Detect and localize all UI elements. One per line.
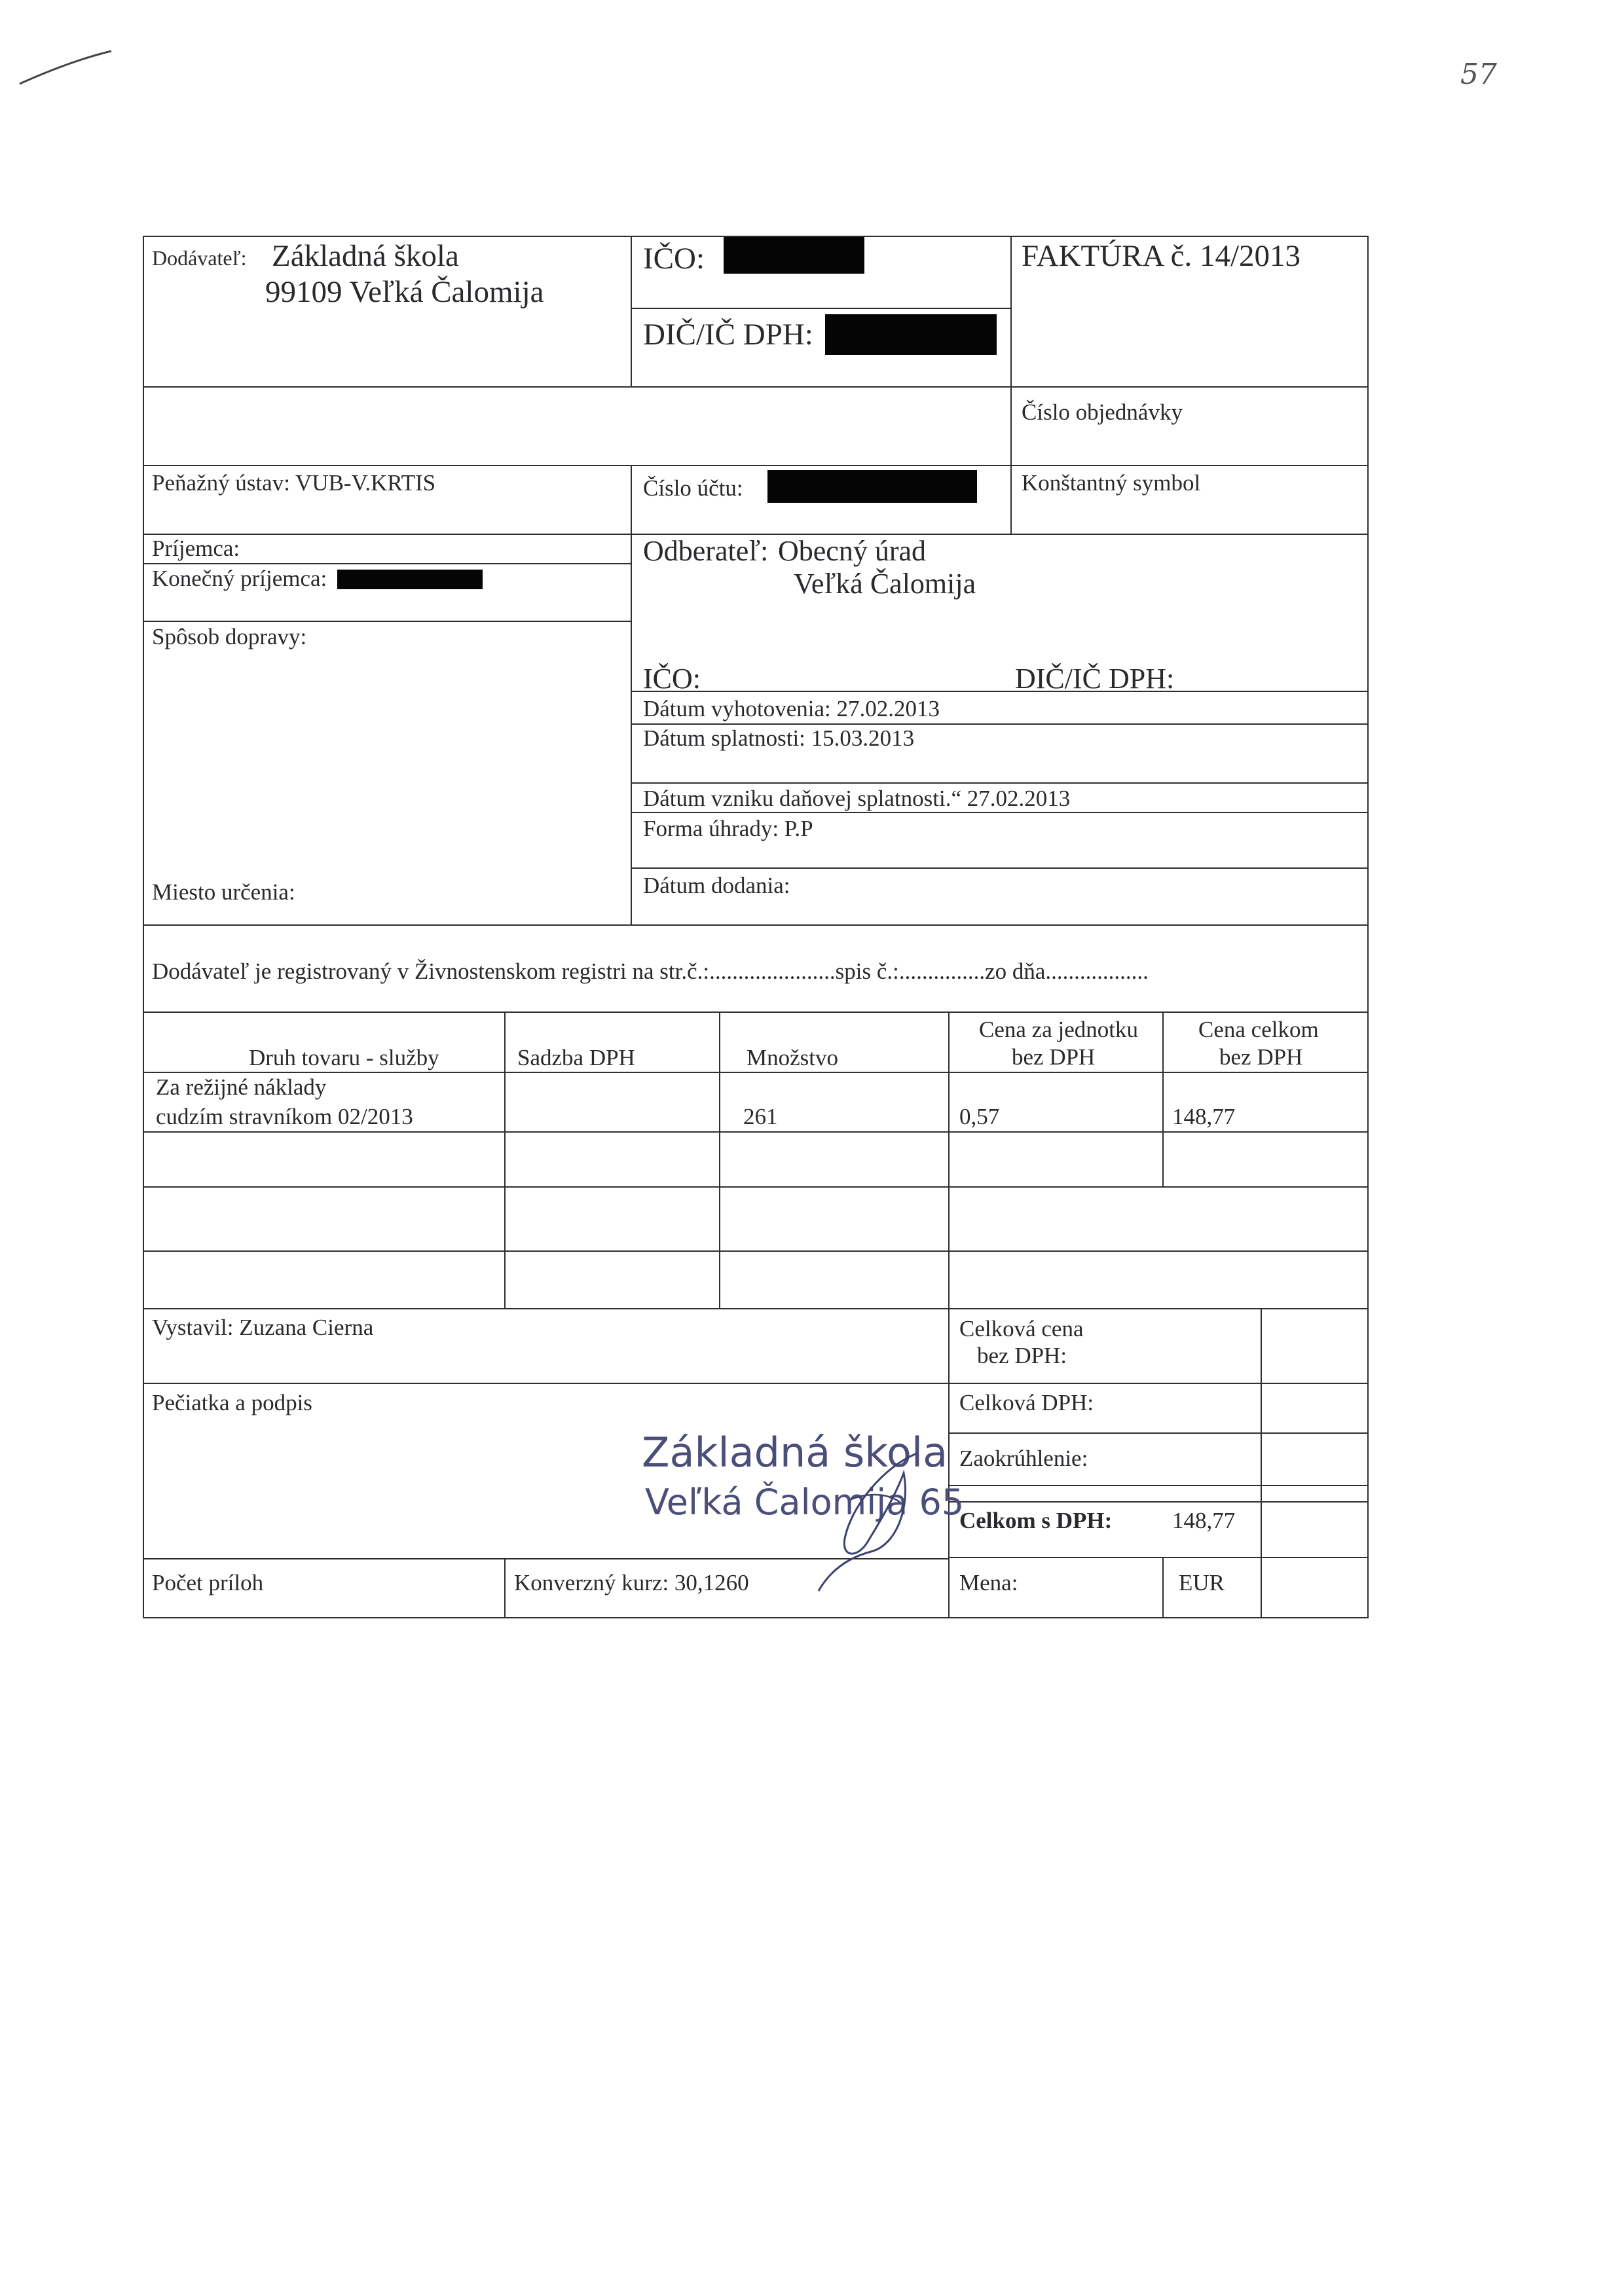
total-without-vat-line2: bez DPH: (977, 1343, 1067, 1368)
header-item: Druh tovaru - služby (249, 1045, 439, 1070)
header-total-1: Cena celkom (1198, 1017, 1319, 1042)
header-total-2: bez DPH (1219, 1044, 1303, 1070)
redacted-dic (825, 314, 997, 355)
row-total: 148,77 (1172, 1104, 1236, 1129)
redacted-final-recipient (337, 570, 483, 589)
register-text: Dodávateľ je registrovaný v Živnostenskom registri na str.č.:......................spis č.:...............zo dňa.................. (152, 958, 1149, 984)
supplier-label: Dodávateľ: (152, 246, 247, 270)
currency-value: EUR (1179, 1570, 1225, 1595)
stamp-line1: Základná škola (642, 1429, 948, 1476)
redacted-ico (724, 237, 864, 274)
ico-label: IČO: (643, 242, 705, 276)
customer-name: Obecný úrad (778, 535, 927, 567)
currency-label: Mena: (959, 1570, 1018, 1595)
invoice-title: FAKTÚRA č. 14/2013 (1022, 239, 1301, 273)
destination-label: Miesto určenia: (152, 879, 295, 905)
row-item-line1: Za režijné náklady (156, 1074, 327, 1100)
rounding-label: Zaokrúhlenie: (959, 1446, 1088, 1471)
total-vat-label: Celková DPH: (959, 1390, 1094, 1415)
issue-date: Dátum vyhotovenia: 27.02.2013 (643, 696, 940, 721)
header-quantity: Množstvo (747, 1045, 838, 1070)
delivery-date-label: Dátum dodania: (643, 873, 790, 898)
total-without-vat-line1: Celková cena (959, 1316, 1084, 1341)
stamp-line2: Veľká Čalomija 65 (645, 1482, 965, 1523)
transport-label: Spôsob dopravy: (152, 624, 307, 649)
signature (753, 1427, 963, 1604)
customer-place: Veľká Čalomija (794, 568, 976, 600)
issued-by: Vystavil: Zuzana Cierna (152, 1315, 374, 1340)
constant-symbol-label: Konštantný symbol (1022, 470, 1201, 496)
header-vat-rate: Sadzba DPH (517, 1045, 635, 1070)
tax-date: Dátum vzniku daňovej splatnosti.“ 27.02.2013 (643, 786, 1071, 811)
redacted-account (767, 470, 977, 503)
grand-total-value: 148,77 (1172, 1508, 1236, 1533)
customer-label: Odberateľ: (643, 535, 769, 567)
scan-mark (13, 39, 118, 92)
payment-form: Forma úhrady: P.P (643, 816, 813, 841)
account-label: Číslo účtu: (643, 475, 743, 501)
grand-total-label: Celkom s DPH: (959, 1508, 1113, 1533)
order-number-label: Číslo objednávky (1022, 399, 1183, 425)
recipient-label: Príjemca: (152, 536, 240, 561)
row-unit-price: 0,57 (959, 1104, 1000, 1129)
stamp-signature-label: Pečiatka a podpis (152, 1390, 312, 1415)
row-item-line2: cudzím stravníkom 02/2013 (156, 1104, 413, 1129)
bank-label: Peňažný ústav: VUB-V.KRTIS (152, 470, 436, 496)
due-date: Dátum splatnosti: 15.03.2013 (643, 725, 915, 751)
supplier-address: 99109 Veľká Čalomija (265, 275, 544, 309)
customer-dic-label: DIČ/IČ DPH: (1015, 663, 1175, 695)
supplier-name: Základná škola (272, 239, 459, 273)
exchange-rate: Konverzný kurz: 30,1260 (514, 1570, 749, 1595)
attachments-label: Počet príloh (152, 1570, 264, 1595)
row-quantity: 261 (743, 1104, 778, 1129)
header-unit-price-2: bez DPH (1012, 1044, 1096, 1070)
customer-ico-label: IČO: (643, 663, 701, 695)
page-number: 57 (1460, 58, 1497, 91)
header-unit-price-1: Cena za jednotku (979, 1017, 1138, 1042)
final-recipient-label: Konečný príjemca: (152, 566, 327, 591)
dic-label: DIČ/IČ DPH: (643, 318, 813, 352)
